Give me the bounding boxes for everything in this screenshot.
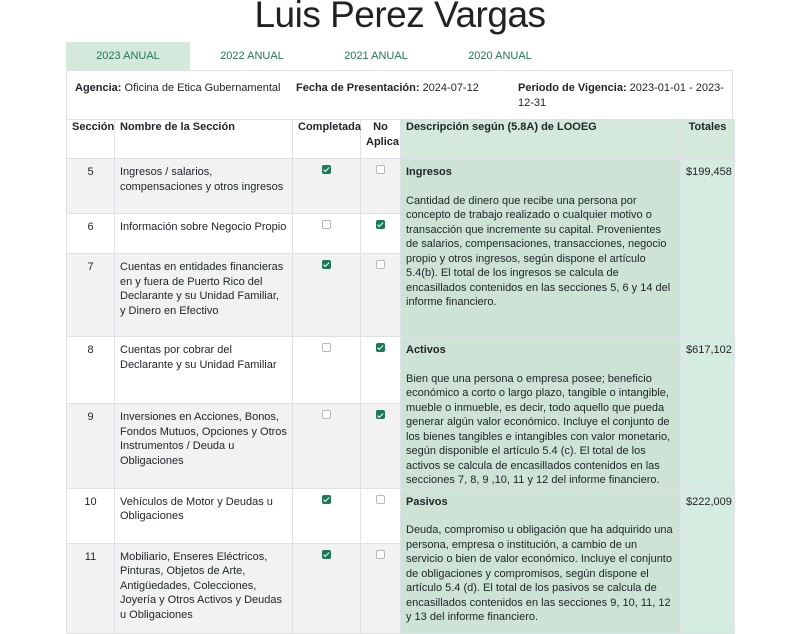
completada-cell [293, 159, 361, 214]
completada-checkbox[interactable] [322, 165, 331, 174]
periodo-value: 2023-01-01 - 2023-12-31 [518, 82, 724, 109]
fecha-info [296, 81, 516, 96]
tab-2020-anual[interactable]: 2020 ANUAL [468, 50, 532, 62]
no-aplica-cell [361, 214, 401, 254]
completada-cell [293, 337, 361, 404]
summary-total: $199,458 [681, 159, 735, 337]
summary-ingresos [401, 159, 681, 337]
summary-pasivos [401, 488, 681, 633]
periodo-label: Periodo de Vigencia: [518, 82, 627, 94]
summary-text: Deuda, compromiso u obligación que ha adquirido una persona, empresa o institución, a cambio de un servicio o bien de valor económico. Incluye el conjunto de obligaciones y compromisos, según dispone el artículo 5.4 (d). El total de los pasivos se calcula de encasillados contenidos en las secciones 9, 10, 11, 12 y 13 del informe financiero. [406, 524, 673, 623]
page-title: Luis Perez Vargas [254, 0, 546, 35]
row-section-name: Cuentas en entidades financieras en y fuera de Puerto Rico del Declarante y su Unidad Familiar, y Dinero en Efectivo [115, 254, 293, 337]
no-aplica-cell [361, 543, 401, 633]
header-no-aplica: No Aplica [361, 120, 401, 159]
no-aplica-checkbox[interactable] [376, 495, 385, 504]
table-row [67, 488, 735, 543]
completada-checkbox[interactable] [322, 343, 331, 352]
no-aplica-checkbox[interactable] [376, 343, 385, 352]
fecha-label: Fecha de Presentación: [296, 82, 420, 94]
summary-total: $222,009 [681, 488, 735, 633]
summary-text: Cantidad de dinero que recibe una persona por concepto de trabajo realizado o cualquier motivo o transacción que incremente su capital. Provenientes de salarios, compensaciones, transacciones, negocio propio y otros ingresos, según dispone el artículo 5.4(b). El total de los ingresos se calcula de encasillados contenidos en las secciones 5, 6 y 14 del informe financiero. [406, 194, 671, 308]
summary-title: Ingresos [406, 166, 452, 178]
no-aplica-cell [361, 404, 401, 488]
row-section-name: Cuentas por cobrar del Declarante y su Unidad Familiar [115, 337, 293, 404]
table-row [67, 159, 735, 214]
tab-2021-anual[interactable]: 2021 ANUAL [344, 50, 408, 62]
row-section-number: 5 [67, 159, 115, 214]
row-section-number: 7 [67, 254, 115, 337]
no-aplica-cell [361, 254, 401, 337]
summary-total: $617,102 [681, 337, 735, 489]
table-row [67, 337, 735, 404]
no-aplica-checkbox[interactable] [376, 165, 385, 174]
completada-cell [293, 214, 361, 254]
completada-checkbox[interactable] [322, 495, 331, 504]
agency-info [75, 81, 285, 96]
header-nombre: Nombre de la Sección [115, 120, 293, 159]
row-section-name: Ingresos / salarios, compensaciones y otros ingresos [115, 159, 293, 214]
row-section-number: 10 [67, 488, 115, 543]
row-section-name: Inversiones en Acciones, Bonos, Fondos Mutuos, Opciones y Otros Instrumentos / Deuda u Obligaciones [115, 404, 293, 488]
completada-cell [293, 543, 361, 633]
row-section-name: Información sobre Negocio Propio [115, 214, 293, 254]
summary-text: Bien que una persona o empresa posee; beneficio económico a corto o largo plazo, tangible o intangible, mueble o inmueble, es decir, todo aquello que pueda generar algún valor económico. Incluye el conjunto de los bienes tangibles e intangibles con valor monetario, según disponible el artículo 5.4 (c). El total de los activos se calcula de encasillados contenidos en las secciones 7, 8, 9 ,10, 11 y 12 del informe financiero. [406, 372, 671, 486]
completada-checkbox[interactable] [322, 260, 331, 269]
no-aplica-checkbox[interactable] [376, 550, 385, 559]
completada-checkbox[interactable] [322, 220, 331, 229]
no-aplica-cell [361, 337, 401, 404]
agency-value: Oficina de Etica Gubernamental [124, 82, 281, 94]
agency-label: Agencia: [75, 82, 122, 94]
summary-title: Pasivos [406, 495, 448, 508]
completada-cell [293, 254, 361, 337]
header-descripcion: Descripción según (5.8A) de LOOEG [401, 120, 681, 159]
tab-2022-anual[interactable]: 2022 ANUAL [220, 50, 284, 62]
summary-title: Activos [406, 344, 446, 356]
row-section-number: 6 [67, 214, 115, 254]
summary-activos [401, 337, 681, 489]
report-info-bar [66, 70, 733, 119]
fecha-value: 2024-07-12 [422, 82, 479, 94]
header-completada: Completada [293, 120, 361, 159]
no-aplica-checkbox[interactable] [376, 220, 385, 229]
row-section-name: Mobiliario, Enseres Eléctricos, Pinturas, Objetos de Arte, Antigüedades, Colecciones, Joyería y Otros Activos y Deudas u Obligaciones [115, 543, 293, 633]
no-aplica-checkbox[interactable] [376, 260, 385, 269]
row-section-number: 11 [67, 543, 115, 633]
no-aplica-checkbox[interactable] [376, 410, 385, 419]
header-seccion: Sección [67, 120, 115, 159]
sections-table [66, 119, 735, 634]
year-tabs [66, 42, 734, 70]
tab-2023-anual[interactable]: 2023 ANUAL [66, 42, 190, 70]
no-aplica-cell [361, 159, 401, 214]
completada-checkbox[interactable] [322, 550, 331, 559]
no-aplica-cell [361, 488, 401, 543]
completada-cell [293, 488, 361, 543]
row-section-number: 9 [67, 404, 115, 488]
row-section-number: 8 [67, 337, 115, 404]
periodo-info [518, 81, 728, 111]
completada-cell [293, 404, 361, 488]
completada-checkbox[interactable] [322, 410, 331, 419]
header-totales: Totales [681, 120, 735, 159]
row-section-name: Vehículos de Motor y Deudas u Obligaciones [115, 488, 293, 543]
